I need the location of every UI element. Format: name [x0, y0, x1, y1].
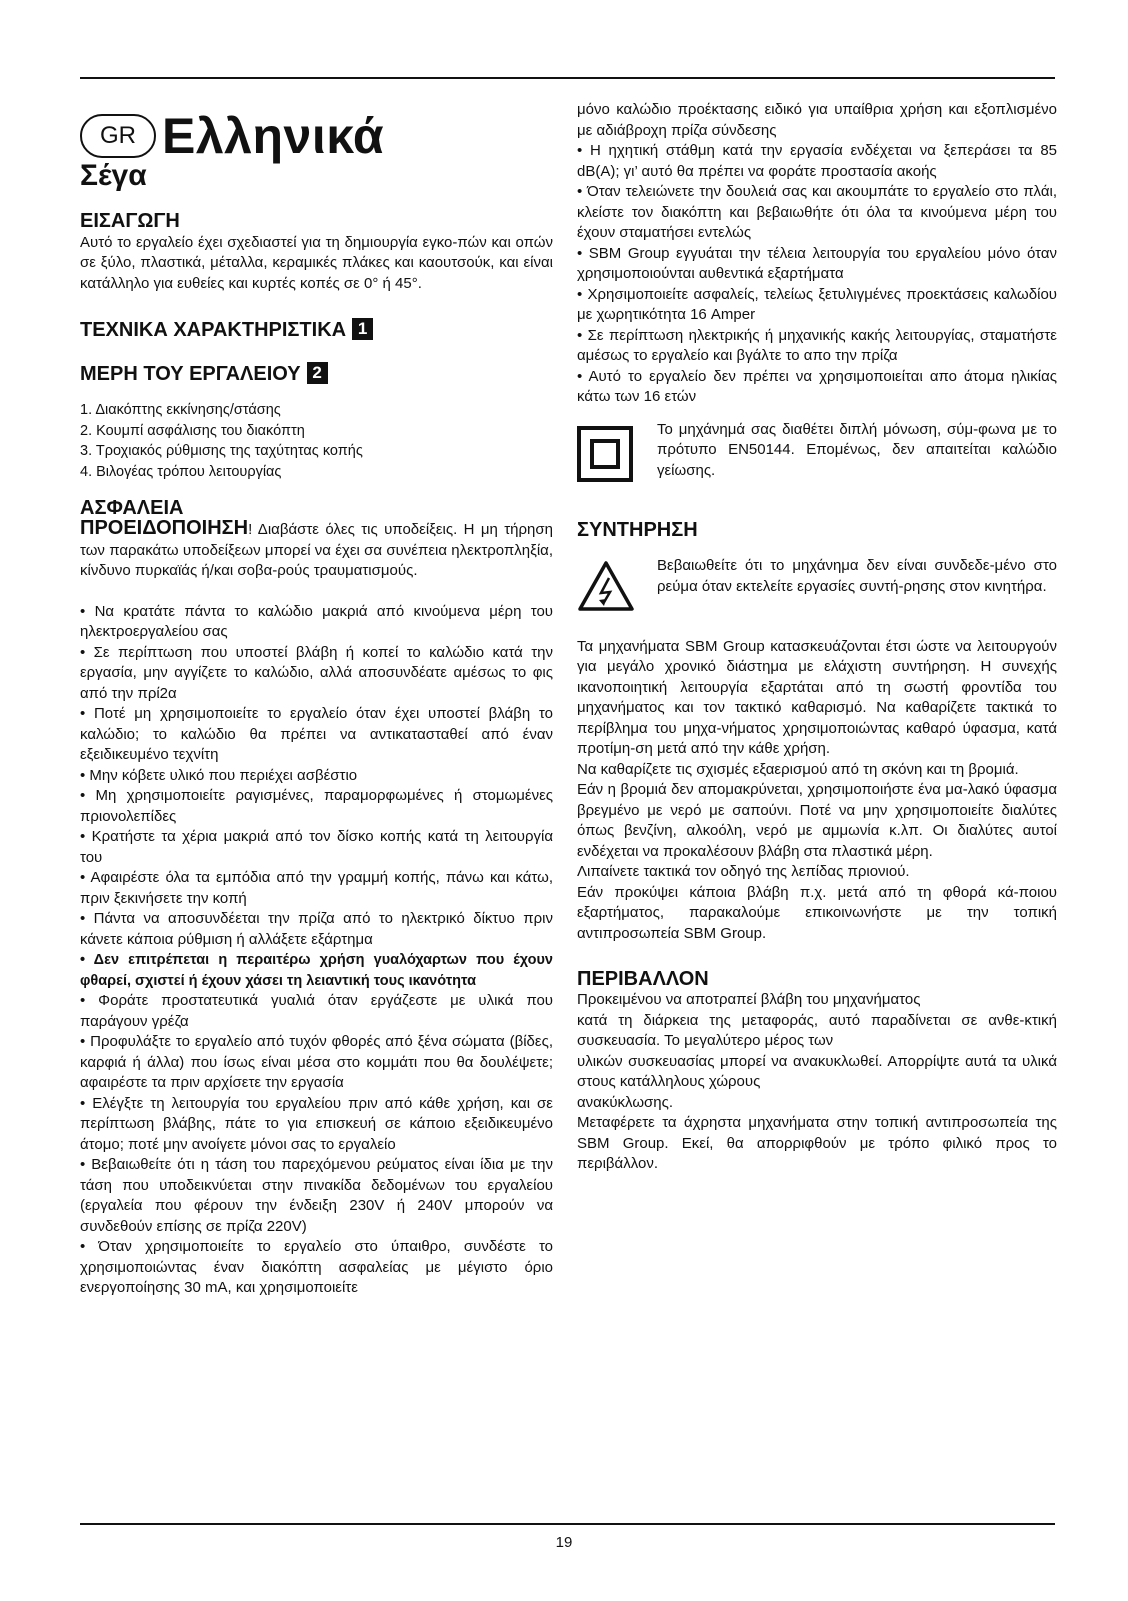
- list-item: • Να κρατάτε πάντα το καλώδιο μακριά από κινούμενα μέρη του ηλεκτροεργαλείου σας: [80, 602, 553, 640]
- warning-text: ! Διαβάστε όλες τις υποδείξεις. Η μη τήρηση των παρακάτω υποδείξεων μπορεί να έχει σα συνέπεια ηλεκτροπληξία, κίνδυνο πυρκαϊάς ή/και σοβα-ρούς τραυματισμούς.: [80, 521, 553, 579]
- parts-list: [80, 400, 553, 482]
- paragraph: ανακύκλωσης.: [577, 1093, 674, 1111]
- language-header: [80, 102, 553, 170]
- list-item: • Αφαιρέστε όλα τα εμπόδια από την γραμμή κοπής, πάνω και κάτω, πριν ξεκινήσετε την κοπή: [80, 869, 553, 907]
- list-item: • Κρατήστε τα χέρια μακριά από τον δίσκο κοπής κατά τη λειτουργία του: [80, 828, 553, 866]
- list-item: 2. Κουμπί ασφάλισης του διακόπτη: [80, 422, 305, 439]
- right-column: [577, 100, 1057, 1175]
- maintenance-warning: [577, 556, 1057, 619]
- page-title: Σέγα: [80, 159, 147, 192]
- paragraph: Εάν η βρομιά δεν απομακρύνεται, χρησιμοποιήστε ένα μα-λακό ύφασμα βρεγμένο με νερό με σαπούνι. Ποτέ να μην χρησιμοποιείτε διαλύτες όπως βενζίνη, αλκοόλη, νερό με αμμωνία κ.λπ. Οι διαλύτες αυτοί ενδέχεται να προκαλέσουν βλάβη στα πλαστικά μέρη.: [577, 781, 1057, 860]
- maintenance-warning-text: Βεβαιωθείτε ότι το μηχάνημα δεν είναι συνδεδε-μένο στο ρεύμα όταν εκτελείτε εργασίες συντή-ρησης στον κινητήρα.: [657, 557, 1057, 595]
- list-item: • Πάντα να αποσυνδέεται την πρίζα από το ηλεκτρικό δίκτυο πριν κάνετε κάποια ρύθμιση ή αλλάξετε εξάρτημα: [80, 910, 553, 948]
- list-item: • Σε περίπτωση που υποστεί βλάβη ή κοπεί το καλώδιο κατά την εργασία, μην αγγίζετε το καλώδιο, αλλά αποσυνδέατε αμέσως το φις από την πρί2α: [80, 643, 553, 702]
- left-column: [80, 100, 553, 1299]
- paragraph: κατά τη διάρκεια της μεταφοράς, αυτό παραδίνεται σε ανθε-κτική συσκευασία. Το μεγαλύτερο μέρος των: [577, 1011, 1057, 1049]
- parts-figure-number: 2: [307, 362, 328, 384]
- paragraph: Μεταφέρετε τα άχρηστα μηχανήματα στην τοπική αντιπροσωπεία της SBM Group. Εκεί, θα απορριφθούν με τρόπο φιλικό προς το περιβάλλον.: [577, 1114, 1057, 1172]
- language-title: Ελληνικά: [162, 107, 385, 164]
- intro-text: Αυτό το εργαλείο έχει σχεδιαστεί για τη δημιουργία εγκο-πών και οπών σε ξύλο, πλαστικά, μέταλλα, κεραμικές πλάκες και καουτσούκ, και είναι κατάλληλο για ευθείες και κυρτές κοπές σε 0° ή 45°.: [80, 233, 553, 292]
- bottom-rule: [80, 1523, 1055, 1525]
- specs-figure-number: 1: [352, 318, 373, 340]
- list-item: • Προφυλάξτε το εργαλείο από τυχόν φθορές από ξένα σώματα (βίδες, καρφιά ή άλλα) που ίσως είναι μέσα στο κομμάτι που θα δουλέψετε; αφαιρέστε τα πριν αρχίσετε την εργασία: [80, 1033, 553, 1091]
- paragraph: Τα μηχανήματα SBM Group κατασκευάζονται έτσι ώστε να λειτουργούν για μεγάλο χρονικό διάστημα με ελάχιστη συντήρηση. Η συνεχής ικανοποιητική λειτουργία εξαρτάται από τη σωστή φροντίδα του μηχανήματος και τον τακτικό καθαρισμό. Να καθαρίζετε τακτικά το περίβλημα του μηχα-νήματος χρησιμοποιώντας καθαρό ύφασμα, κατά προτίμη-ση μετά από την κάθε χρήση.: [577, 637, 1057, 757]
- paragraph: Προκειμένου να αποτραπεί βλάβη του μηχανήματος: [577, 991, 921, 1008]
- warning-word: ΠΡΟΕΙΔΟΠΟΙΗΣΗ: [80, 517, 249, 539]
- parts-heading: [80, 362, 553, 386]
- insulation-text: Το μηχάνημά σας διαθέτει διπλή μόνωση, σύμ-φωνα με το πρότυπο EN50144. Επομένως, δεν απαιτείται καλώδιο γείωσης.: [657, 420, 1057, 479]
- double-insulation-icon: [577, 420, 657, 489]
- list-item: • Ποτέ μη χρησιμοποιείτε το εργαλείο όταν έχει υποστεί βλάβη το καλώδιο; το καλώδιο θα πρέπει να αντικατασταθεί από έναν εξειδικευμένο τεχνίτη: [80, 705, 553, 763]
- top-rule: [80, 77, 1055, 79]
- safety-heading: ΑΣΦΑΛΕΙΑ: [80, 497, 184, 519]
- page-number: 19: [555, 1534, 573, 1551]
- language-badge: GR: [80, 114, 156, 158]
- continued-text: μόνο καλώδιο προέκτασης ειδικό για υπαίθρια χρήση και εξοπλισμένο με αδιάβροχη πρίζα σύνδεσης: [577, 101, 1057, 139]
- list-item: • Όταν χρησιμοποιείτε το εργαλείο στο ύπαιθρο, συνδέστε το χρησιμοποιώντας έναν διακόπτη ασφαλείας με μέγιστο όριο ενεργοποίησης 30 mA, και χρησιμοποιείτε: [80, 1238, 553, 1296]
- list-item: 4. Βιλογέας τρόπου λειτουργίας: [80, 463, 282, 480]
- list-item: • Μη χρησιμοποιείτε ραγισμένες, παραμορφωμένες ή στομωμένες πριονολεπίδες: [80, 787, 553, 825]
- paragraph: Να καθαρίζετε τις σχισμές εξαερισμού από τη σκόνη και τη βρομιά.: [577, 760, 1019, 778]
- list-item: • Χρησιμοποιείτε ασφαλείς, τελείως ξετυλιγμένες προεκτάσεις καλωδίου με χωρητικότητα 16 Amper: [577, 285, 1057, 323]
- specs-heading: [80, 318, 553, 342]
- environment-body: [577, 990, 1057, 1175]
- paragraph: Λιπαίνετε τακτικά τον οδηγό της λεπίδας πριονιού.: [577, 863, 910, 880]
- list-item: • Σε περίπτωση ηλεκτρικής ή μηχανικής κακής λειτουργίας, σταματήστε αμέσως το εργαλείο και βγάλτε το απο την πρίζα: [577, 326, 1057, 364]
- intro-heading: ΕΙΣΑΓΩΓΗ: [80, 209, 180, 232]
- paragraph: υλικών συσκευασίας μπορεί να ανακυκλωθεί. Απορρίψτε αυτά τα υλικά στους κατάλληλους χώρους: [577, 1052, 1057, 1090]
- safety-warning: [80, 518, 553, 582]
- maintenance-heading: ΣΥΝΤΗΡΗΣΗ: [577, 519, 698, 541]
- list-item: • Όταν τελειώνετε την δουλειά σας και ακουμπάτε το εργαλείο στο πλάι, κλείστε τον διακόπτη και βεβαιωθήτε ότι όλα τα κινούμενα μέρη του έχουν σταματήσει εντελώς: [577, 183, 1057, 241]
- parts-heading-label: ΜΕΡΗ ΤΟΥ ΕΡΓΑΛΕΙΟΥ: [80, 363, 301, 385]
- list-item: • Αυτό το εργαλείο δεν πρέπει να χρησιμοποιείται απο άτομα ηλικίας κάτω των 16 ετών: [577, 367, 1057, 405]
- maintenance-body: [577, 637, 1057, 945]
- list-item: • Η ηχητική στάθμη κατά την εργασία ενδέχεται να ξεπεράσει τα 85 dB(A); γι’ αυτό θα πρέπει να φοράτε προστασία ακοής: [577, 142, 1057, 180]
- list-item-bold: • Δεν επιτρέπεται η περαιτέρω χρήση γυαλόχαρτων που έχουν φθαρεί, σχιστεί ή έχουν χάσει τη λειαντική τους ικανότητα: [80, 952, 553, 989]
- list-item: • Ελέγξτε τη λειτουργία του εργαλείου πριν από κάθε χρήση, και σε περίπτωση βλάβης, πάτε το για επισκευή σε κάποιο εξειδικευμένο άτομο; ποτέ μην ανοίγετε μόνοι σας το εργαλείο: [80, 1094, 553, 1153]
- specs-heading-label: ΤΕΧΝΙΚΑ ΧΑΡΑΚΤΗΡΙΣΤΙΚΑ: [80, 319, 347, 341]
- list-item: • Φοράτε προστατευτικά γυαλιά όταν εργάζεστε με υλικά που παράγουν γρέζα: [80, 992, 553, 1030]
- environment-heading: ΠΕΡΙΒΑΛΛΟΝ: [577, 968, 709, 990]
- electric-hazard-icon: [577, 556, 657, 619]
- paragraph: Εάν προκύψει κάποια βλάβη π.χ. μετά από τη φθορά κά-ποιου εξαρτήματος, παρακαλούμε επικοινωνήστε με την τοπική αντιπροσωπεία SBM Group.: [577, 883, 1057, 942]
- list-item: 1. Διακόπτης εκκίνησης/στάσης: [80, 402, 281, 418]
- list-item: 3. Τροχιακός ρύθμισης της ταχύτητας κοπής: [80, 443, 363, 459]
- double-insulation-notice: [577, 420, 1057, 489]
- list-item: • Μην κόβετε υλικό που περιέχει ασβέστιο: [80, 766, 358, 784]
- safety-bullets-left: [80, 602, 553, 1299]
- list-item: • Βεβαιωθείτε ότι η τάση του παρεχόμενου ρεύματος είναι ίδια με την τάση που υποδεικνύεται στην πινακίδα δεδομένων του εργαλείου (εργαλεία που φέρουν την ένδειξη 230V ή 240V μπορούν να συνδεθούν επίσης σε πρίζα 220V): [80, 1156, 553, 1235]
- list-item: • SBM Group εγγυάται την τέλεια λειτουργία του εργαλείου μόνο όταν χρησιμοποιούνται αυθεντικά εξαρτήματα: [577, 244, 1057, 282]
